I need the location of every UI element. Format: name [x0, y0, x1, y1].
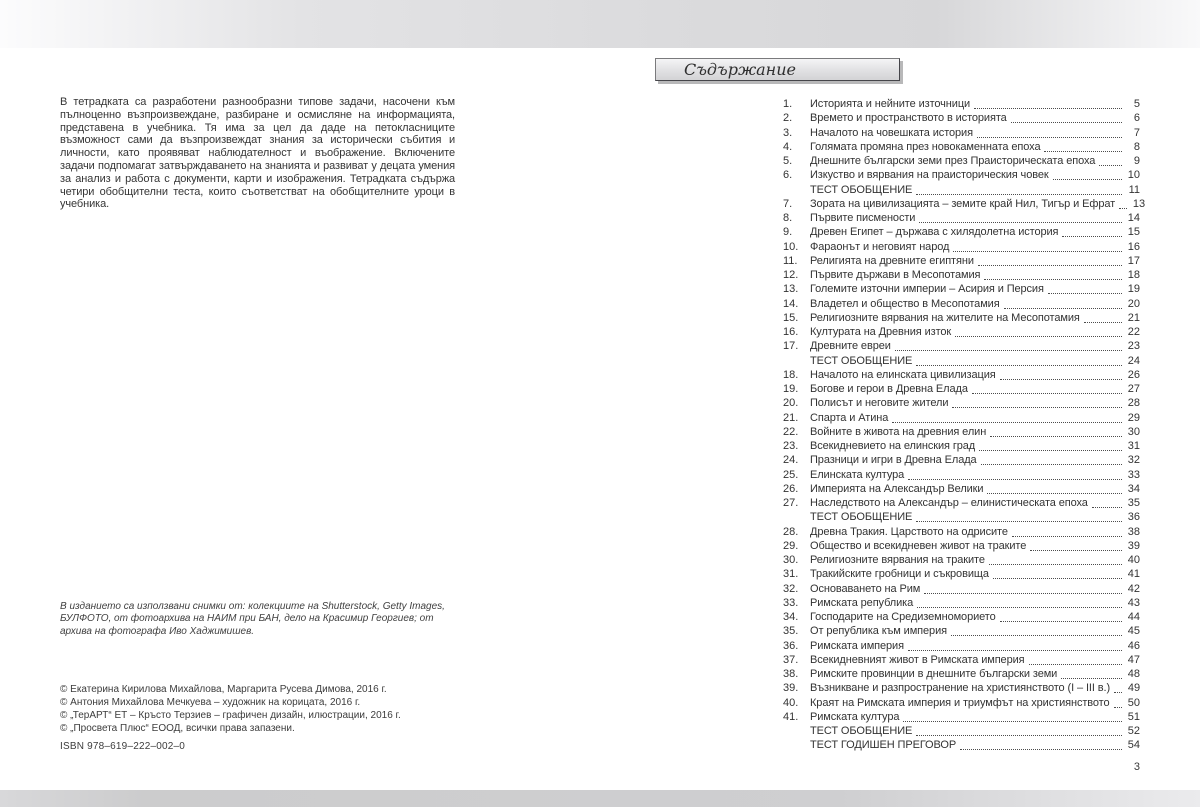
- toc-list: [783, 97, 1146, 753]
- toc-entry-title: Фараонът и неговият народ: [810, 240, 950, 253]
- toc-entry-page: 38: [1127, 525, 1140, 538]
- toc-row: [783, 254, 1140, 268]
- toc-row: [783, 653, 1140, 667]
- dotted-leader: [1000, 610, 1122, 622]
- toc-entry-number: 5.: [783, 155, 793, 167]
- toc-entry-number: 29.: [783, 539, 799, 552]
- toc-entry-number: 23.: [783, 440, 799, 452]
- toc-row: [783, 425, 1140, 439]
- toc-entry-page: 11: [1128, 183, 1140, 196]
- toc-entry-page: 5: [1133, 98, 1140, 110]
- dotted-leader: [1000, 368, 1122, 380]
- toc-entry-page: 17: [1127, 254, 1140, 267]
- toc-entry-title: Първите писмености: [810, 212, 916, 224]
- toc-row: [783, 468, 1140, 482]
- toc-entry-page: 33: [1127, 468, 1140, 481]
- toc-entry-page: 26: [1127, 368, 1140, 381]
- toc-row: [783, 396, 1140, 410]
- toc-entry-page: 19: [1127, 283, 1140, 296]
- toc-entry-number: 41.: [783, 710, 799, 723]
- toc-row: [783, 510, 1140, 524]
- dotted-leader: [908, 639, 1122, 651]
- toc-entry-page: 47: [1127, 653, 1140, 666]
- toc-entry-number: 8.: [783, 212, 793, 224]
- toc-entry-title: Полисът и неговите жители: [810, 397, 949, 410]
- toc-entry-page: 45: [1127, 625, 1140, 638]
- toc-row: [783, 240, 1140, 254]
- toc-row: [783, 126, 1140, 140]
- photo-credits-note: В изданието са използвани снимки от: колекциите на Shutterstock, Getty Images, БУЛФОТО, от фотоархива на НАИМ при БАН, дело на Красимир Георгиев; от архива на фотографа Иво Хаджимишев.: [60, 601, 445, 637]
- toc-row: [783, 696, 1140, 710]
- toc-row: [783, 567, 1140, 581]
- toc-entry-number: 7.: [783, 197, 793, 210]
- dotted-leader: [1061, 667, 1122, 679]
- dotted-leader: [989, 553, 1122, 565]
- toc-entry-number: 32.: [783, 582, 799, 595]
- toc-entry-page: 24: [1127, 354, 1140, 367]
- toc-row: [783, 525, 1140, 539]
- dotted-leader: [1092, 496, 1122, 508]
- toc-row: [783, 297, 1140, 311]
- toc-entry-number: 36.: [783, 639, 799, 652]
- copyright-block: [60, 683, 480, 735]
- toc-entry-number: 6.: [783, 169, 793, 182]
- toc-entry-number: 28.: [783, 525, 799, 538]
- toc-row: [783, 624, 1140, 638]
- dotted-leader: [979, 439, 1122, 451]
- toc-row: [783, 111, 1140, 125]
- toc-row: [783, 610, 1140, 624]
- dotted-leader: [984, 268, 1122, 280]
- toc-entry-title: Древна Тракия. Царството на одрисите: [810, 525, 1008, 538]
- toc-row: [783, 268, 1140, 282]
- toc-entry-page: 21: [1127, 311, 1140, 324]
- toc-entry-number: 1.: [783, 98, 793, 110]
- toc-entry-page: 8: [1133, 140, 1140, 153]
- toc-entry-title: ТЕСТ ГОДИШЕН ПРЕГОВОР: [810, 739, 957, 752]
- toc-entry-page: 18: [1127, 269, 1140, 281]
- toc-entry-title: Историята и нейните източници: [810, 98, 971, 110]
- toc-row: [783, 183, 1140, 197]
- toc-entry-page: 31: [1127, 440, 1140, 452]
- toc-row: [783, 140, 1140, 154]
- dotted-leader: [951, 624, 1122, 636]
- toc-entry-number: 31.: [783, 568, 799, 581]
- dotted-leader: [1030, 539, 1122, 551]
- dotted-leader: [1029, 653, 1123, 665]
- toc-entry-number: 38.: [783, 668, 799, 680]
- toc-entry-page: 14: [1127, 212, 1140, 224]
- toc-entry-number: 26.: [783, 482, 799, 495]
- toc-entry-number: 21.: [783, 411, 799, 424]
- toc-entry-number: 12.: [783, 269, 799, 281]
- toc-entry-title: Римската култура: [810, 710, 900, 723]
- toc-entry-title: Големите източни империи – Асирия и Персия: [810, 283, 1044, 296]
- toc-entry-number: 10.: [783, 240, 799, 253]
- toc-entry-number: 15.: [783, 311, 799, 324]
- toc-entry-page: 48: [1127, 668, 1140, 680]
- toc-entry-number: 24.: [783, 454, 799, 467]
- toc-entry-title: ТЕСТ ОБОБЩЕНИЕ: [810, 183, 913, 196]
- toc-entry-page: 16: [1127, 240, 1140, 253]
- toc-entry-page: 42: [1127, 582, 1140, 595]
- dotted-leader: [978, 254, 1122, 266]
- toc-entry-number: [783, 738, 810, 752]
- toc-row: [783, 710, 1140, 724]
- toc-row: [783, 325, 1140, 339]
- dotted-leader: [892, 411, 1122, 423]
- page-number: 3: [1133, 761, 1140, 773]
- toc-entry-title: Богове и герои в Древна Елада: [810, 383, 968, 395]
- toc-entry-page: 13: [1132, 197, 1146, 210]
- dotted-leader: [993, 567, 1122, 579]
- scan-shadow-bottom: [0, 790, 1200, 807]
- toc-entry-number: 35.: [783, 625, 799, 638]
- toc-entry-title: Основаването на Рим: [810, 582, 921, 595]
- dotted-leader: [916, 183, 1122, 195]
- dotted-leader: [990, 425, 1122, 437]
- toc-row: [783, 368, 1140, 382]
- toc-entry-number: 33.: [783, 596, 799, 609]
- toc-entry-page: 28: [1127, 397, 1140, 410]
- toc-entry-title: Владетел и общество в Месопотамия: [810, 297, 1000, 310]
- toc-row: [783, 339, 1140, 353]
- toc-entry-title: Елинската култура: [810, 468, 905, 481]
- toc-entry-number: 40.: [783, 696, 799, 709]
- toc-entry-number: [783, 183, 810, 197]
- dotted-leader: [916, 510, 1122, 522]
- toc-entry-number: 18.: [783, 368, 799, 381]
- toc-row: [783, 282, 1140, 296]
- toc-entry-title: Всекидневието на елинския град: [810, 440, 976, 452]
- dotted-leader: [987, 482, 1122, 494]
- toc-entry-page: 7: [1133, 126, 1140, 139]
- toc-entry-title: Възникване и разпространение на християнството (I – III в.): [810, 682, 1111, 695]
- toc-row: [783, 311, 1140, 325]
- toc-entry-title: Началото на човешката история: [810, 126, 973, 139]
- toc-entry-title: От република към империя: [810, 625, 947, 638]
- toc-entry-title: Римската република: [810, 596, 914, 609]
- toc-entry-page: 43: [1127, 596, 1140, 609]
- dotted-leader: [974, 97, 1122, 109]
- toc-entry-title: ТЕСТ ОБОБЩЕНИЕ: [810, 511, 913, 524]
- toc-entry-title: Първите държави в Месопотамия: [810, 269, 981, 281]
- toc-entry-title: Изкуство и вярвания на праисторическия човек: [810, 169, 1049, 182]
- toc-row: [783, 496, 1140, 510]
- toc-row: [783, 154, 1140, 168]
- toc-entry-number: 14.: [783, 297, 799, 310]
- toc-entry-number: 3.: [783, 126, 793, 139]
- dotted-leader: [916, 724, 1122, 736]
- toc-entry-page: 29: [1127, 411, 1140, 424]
- toc-entry-title: Религиозните вярвания на траките: [810, 554, 985, 566]
- toc-entry-page: 22: [1127, 326, 1140, 338]
- toc-entry-title: Спарта и Атина: [810, 411, 889, 424]
- toc-entry-number: 37.: [783, 653, 799, 666]
- toc-entry-title: Краят на Римската империя и триумфът на християнството: [810, 696, 1110, 709]
- toc-entry-title: ТЕСТ ОБОБЩЕНИЕ: [810, 354, 913, 367]
- dotted-leader: [953, 240, 1122, 252]
- copyright-line: © Екатерина Кирилова Михайлова, Маргарита Русева Димова, 2016 г.: [60, 684, 387, 695]
- toc-entry-title: Римските провинции в днешните български земи: [810, 668, 1058, 680]
- toc-entry-page: 30: [1127, 425, 1140, 438]
- toc-entry-page: 23: [1127, 340, 1140, 353]
- toc-entry-number: [783, 510, 810, 524]
- dotted-leader: [919, 211, 1122, 223]
- toc-entry-title: Наследството на Александър – елинистическата епоха: [810, 497, 1088, 509]
- toc-entry-title: Всекидневният живот в Римската империя: [810, 653, 1025, 666]
- toc-entry-title: Римската империя: [810, 639, 904, 652]
- toc-entry-number: 34.: [783, 611, 799, 623]
- toc-entry-page: 35: [1127, 497, 1140, 509]
- toc-entry-number: 19.: [783, 383, 799, 395]
- toc-entry-page: 36: [1127, 511, 1140, 524]
- toc-entry-page: 44: [1127, 611, 1140, 623]
- dotted-leader: [977, 126, 1122, 138]
- toc-entry-title: Древен Египет – държава с хилядолетна история: [810, 226, 1059, 239]
- toc-row: [783, 539, 1140, 553]
- dotted-leader: [1048, 282, 1122, 294]
- toc-entry-number: 2.: [783, 112, 793, 125]
- dotted-leader: [916, 354, 1122, 366]
- toc-row: [783, 211, 1140, 225]
- dotted-leader: [981, 453, 1122, 465]
- toc-row: [783, 553, 1140, 567]
- toc-row: [783, 596, 1140, 610]
- scan-shadow-top: [0, 0, 1200, 48]
- toc-entry-title: Културата на Древния изток: [810, 326, 952, 338]
- dotted-leader: [960, 738, 1122, 750]
- dotted-leader: [1044, 140, 1122, 152]
- toc-entry-number: 27.: [783, 497, 799, 509]
- toc-entry-page: 40: [1127, 554, 1140, 566]
- toc-row: [783, 197, 1146, 211]
- toc-entry-page: 49: [1127, 682, 1141, 695]
- toc-entry-number: 25.: [783, 468, 799, 481]
- toc-entry-page: 32: [1127, 454, 1140, 467]
- toc-entry-number: 22.: [783, 425, 799, 438]
- dotted-leader: [1084, 311, 1122, 323]
- toc-row: [783, 453, 1140, 467]
- dotted-leader: [1011, 111, 1122, 123]
- toc-row: [783, 439, 1140, 453]
- toc-entry-title: Тракийските гробници и съкровища: [810, 568, 989, 581]
- toc-row: [783, 639, 1140, 653]
- toc-entry-title: Религията на древните египтяни: [810, 254, 974, 267]
- dotted-leader: [1114, 681, 1122, 693]
- dotted-leader: [903, 710, 1122, 722]
- contents-header: Съдържание: [655, 58, 900, 81]
- copyright-line: © Антония Михайлова Мечкуева – художник на корицата, 2016 г.: [60, 697, 361, 708]
- dotted-leader: [952, 396, 1122, 408]
- toc-row: [783, 482, 1140, 496]
- toc-entry-page: 51: [1127, 710, 1140, 723]
- dotted-leader: [972, 382, 1122, 394]
- toc-entry-number: 16.: [783, 326, 799, 338]
- toc-entry-title: Религиозните вярвания на жителите на Месопотамия: [810, 311, 1080, 324]
- toc-entry-number: 11.: [783, 254, 798, 267]
- toc-entry-number: 17.: [783, 340, 799, 353]
- toc-row: [783, 97, 1140, 111]
- toc-entry-page: 20: [1127, 297, 1140, 310]
- toc-entry-number: 30.: [783, 554, 799, 566]
- toc-row: [783, 354, 1140, 368]
- toc-entry-page: 15: [1127, 226, 1140, 239]
- toc-row: [783, 411, 1140, 425]
- toc-entry-number: 39.: [783, 682, 799, 695]
- toc-entry-title: Зората на цивилизацията – земите край Нил, Тигър и Ефрат: [810, 197, 1116, 210]
- toc-entry-title: Голямата промяна през новокаменната епоха: [810, 140, 1041, 153]
- toc-entry-page: 46: [1127, 639, 1140, 652]
- toc-row: [783, 681, 1140, 695]
- toc-entry-page: 54: [1127, 739, 1140, 752]
- toc-entry-title: Древните евреи: [810, 340, 891, 353]
- dotted-leader: [1012, 525, 1122, 537]
- toc-entry-title: Общество и всекидневен живот на траките: [810, 539, 1027, 552]
- copyright-line: © „ТерАРТ“ ЕТ – Кръсто Терзиев – графичен дизайн, илюстрации, 2016 г.: [60, 710, 401, 721]
- toc-entry-number: 20.: [783, 397, 799, 410]
- toc-entry-page: 27: [1127, 383, 1140, 395]
- dotted-leader: [924, 582, 1122, 594]
- dotted-leader: [1053, 168, 1122, 180]
- toc-entry-page: 52: [1127, 725, 1140, 737]
- toc-entry-page: 9: [1133, 155, 1140, 167]
- toc-row: [783, 225, 1140, 239]
- toc-row: [783, 582, 1140, 596]
- toc-row: [783, 382, 1140, 396]
- toc-entry-title: Днешните български земи през Праисторическата епоха: [810, 155, 1096, 167]
- toc-row: [783, 738, 1140, 752]
- dotted-leader: [1119, 197, 1127, 209]
- toc-entry-title: Празници и игри в Древна Елада: [810, 454, 977, 467]
- toc-entry-title: Войните в живота на древния елин: [810, 425, 987, 438]
- dotted-leader: [1004, 297, 1122, 309]
- toc-entry-page: 6: [1133, 112, 1140, 125]
- toc-entry-title: Времето и пространството в историята: [810, 112, 1007, 125]
- toc-row: [783, 724, 1140, 738]
- intro-paragraph: В тетрадката са разработени разнообразни типове задачи, насочени към пълноценно възпроизвеждане, разбиране и осмисляне на информацията, представена в учебника. Тя има за цел да даде на петокласниците възможност сами да възпроизвеждат знания за исторически събития и личности, като проявяват наблюдателност и въображение. Включените задачи подпомагат затвърждаването на знанията и развиват у децата умения за анализ и работа с документи, карти и изображения. Тетрадката съдържа четири обобщителни теста, които съответстват на обобщителните уроци в учебника.: [60, 96, 455, 211]
- toc-entry-page: 39: [1127, 539, 1140, 552]
- dotted-leader: [955, 325, 1122, 337]
- toc-entry-page: 10: [1127, 169, 1140, 182]
- toc-entry-page: 50: [1127, 696, 1140, 709]
- toc-entry-number: 4.: [783, 140, 793, 153]
- toc-entry-title: Империята на Александър Велики: [810, 482, 984, 495]
- toc-entry-number: 13.: [783, 283, 799, 296]
- copyright-line: © „Просвета Плюс“ ЕООД, всички права запазени.: [60, 723, 295, 734]
- toc-entry-page: 41: [1127, 568, 1140, 581]
- toc-entry-number: 9.: [783, 226, 793, 239]
- toc-entry-title: Господарите на Средиземноморието: [810, 611, 996, 623]
- toc-entry-number: [783, 354, 810, 368]
- dotted-leader: [1099, 154, 1122, 166]
- dotted-leader: [895, 339, 1122, 351]
- dotted-leader: [908, 468, 1122, 480]
- dotted-leader: [917, 596, 1122, 608]
- toc-entry-title: ТЕСТ ОБОБЩЕНИЕ: [810, 725, 913, 737]
- toc-entry-page: 34: [1127, 482, 1140, 495]
- isbn: ISBN 978–619–222–002–0: [60, 741, 186, 752]
- dotted-leader: [1062, 225, 1122, 237]
- toc-entry-number: [783, 724, 810, 738]
- dotted-leader: [1114, 696, 1122, 708]
- toc-entry-title: Началото на елинската цивилизация: [810, 368, 996, 381]
- toc-row: [783, 168, 1140, 182]
- toc-row: [783, 667, 1140, 681]
